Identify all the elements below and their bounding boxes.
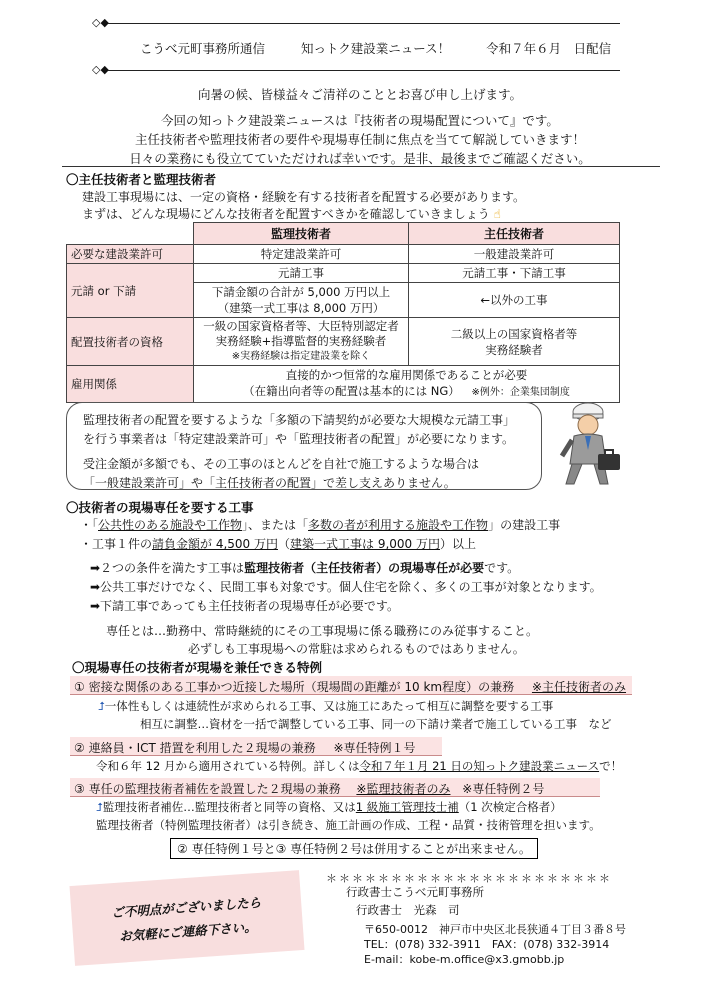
- exception-detail: [98, 698, 553, 714]
- arrow-item: ➡下請工事であっても主任技術者の現場専任が必要です。: [90, 599, 399, 613]
- cell-text: （在籍出向者等の配置は基本的には NG）: [243, 384, 460, 398]
- text: ・「: [80, 518, 99, 532]
- section-title: 〇技術者の現場専任を要する工事: [66, 500, 254, 515]
- callout-box: [66, 402, 542, 490]
- exception-detail: [96, 758, 622, 774]
- text: ・工事１件の: [80, 537, 153, 551]
- intro: [40, 111, 680, 168]
- cell: 特定建設業許可: [194, 245, 409, 264]
- underlined-text: 建築一式工事は 9,000 万円: [290, 537, 440, 551]
- callout-line: 受注金額が多額でも、その工事のほとんどを自社で施工するような場合は: [83, 457, 480, 471]
- phone-fax: TEL：(078) 332-3911 FAX：(078) 332-3914: [364, 938, 610, 951]
- text: ➡２つの条件を満たす工事は: [90, 561, 245, 575]
- underlined-text: 1 級施工管理技士補: [355, 800, 459, 814]
- cell-line: 実務経験+指導監督的実務経験者: [215, 334, 387, 348]
- condition-line: [80, 535, 476, 552]
- row-label-employment: 雇用関係: [67, 366, 194, 403]
- exception-tag: ※専任特例１号: [333, 741, 416, 755]
- cell-line: 下請金額の合計が 5,000 万円以上: [211, 285, 391, 299]
- text: 」の建設工事: [488, 518, 561, 532]
- header-line: [140, 39, 620, 57]
- underlined-text: 請負金額が 4,500 万円: [152, 537, 278, 551]
- contact-message: [71, 888, 304, 952]
- callout-line: 監理技術者の配置を要するような「多額の下請契約が必要な大規模な元請工事」: [83, 413, 516, 427]
- divider: [62, 166, 660, 167]
- text: で！: [599, 759, 623, 773]
- cell: [194, 366, 620, 403]
- exception-3: [74, 780, 544, 797]
- return-arrow-icon: ⮥: [98, 699, 105, 713]
- header-rule-top: [108, 23, 620, 24]
- newsletter-name: 知っトク建設業ニュース！: [300, 41, 451, 56]
- cell-line: 直接的かつ恒常的な雇用関係であることが必要: [285, 368, 528, 382]
- cell-note: ※例外：企業集団制度: [471, 387, 570, 398]
- worker-illustration: [548, 398, 628, 490]
- exception-detail: 監理技術者（特例監理技術者）は引き続き、施工計画の作成、工程・品質・技術管理を担います。: [96, 818, 601, 832]
- address: 〒650-0012 神戸市中央区北長狭通４丁目３番８号: [364, 923, 626, 936]
- contact-line: ご不明点がございましたら: [110, 894, 262, 921]
- intro-line: 今回の知っトク建設業ニュースは『技術者の現場配置について』です。: [161, 113, 559, 128]
- definition-line: 必ずしも工事現場への常駐は求められるものではありません。: [188, 642, 525, 656]
- contact-line: お気軽にご連絡下さい。: [118, 919, 258, 944]
- exception-1: [74, 678, 626, 695]
- row-label-qualification: 配置技術者の資格: [67, 318, 194, 366]
- section-title: 〇主任技術者と監理技術者: [66, 172, 217, 187]
- section1-line2: [82, 205, 501, 222]
- office-name: 行政書士こうべ元町事務所: [346, 885, 484, 899]
- cell-line: 実務経験者: [485, 342, 543, 357]
- combination-note: ② 専任特例１号と③ 専任特例２号は併用することが出来ません。: [170, 838, 538, 859]
- issue-date: 令和７年６月 日配信: [486, 41, 612, 56]
- col-supervising: 監理技術者: [194, 223, 409, 245]
- underlined-text: 公共性のある施設や工作物: [98, 518, 243, 532]
- office-name: こうべ元町事務所通信: [140, 41, 266, 56]
- text: 監理技術者補佐…監理技術者と同等の資格、又は: [102, 800, 356, 814]
- intro-line: 日々の業務にも役立てていただければ幸いです。是非、最後までご確認ください。: [129, 151, 591, 166]
- cell: [194, 318, 409, 366]
- text: 一体性もしくは連続性が求められる工事、又は施工にあたって相互に調整を要する工事: [104, 699, 554, 713]
- person-name: 行政書士 光森 司: [356, 903, 460, 917]
- table-corner: [67, 223, 194, 245]
- callout-text: [83, 411, 515, 493]
- intro-line: 主任技術者や監理技術者の要件や現場専任制に焦点を当てて解説していきます！: [134, 132, 585, 147]
- stars-divider: ＊＊＊＊＊＊＊＊＊＊＊＊＊＊＊＊＊＊＊＊＊＊: [326, 872, 612, 885]
- text: 令和６年 12 月から適用されている特例。詳しくは: [96, 759, 360, 773]
- condition-line: [80, 516, 560, 533]
- text: （1 次検定合格者）: [458, 800, 562, 814]
- greeting: 向暑の候、皆様益々ご清祥のこととお喜び申し上げます。: [197, 87, 522, 102]
- section1-line1: 建設工事現場には、一定の資格・経験を有する技術者を配置する必要があります。: [82, 190, 526, 204]
- technician-table: [66, 222, 620, 403]
- exception-tag: ※主任技術者のみ: [531, 680, 627, 694]
- cell: 一般建設業許可: [409, 245, 620, 264]
- definition-line: 専任とは…勤務中、常時継続的にその工事現場に係る職務にのみ従事すること。: [106, 624, 539, 638]
- arrow-list: [90, 559, 602, 616]
- callout-line: を行う事業者は「特定建設業許可」や「監理技術者の配置」が必要になります。: [83, 432, 515, 446]
- col-chief: 主任技術者: [409, 223, 620, 245]
- exception-detail: 相互に調整…資材を一括で調整している工事、同一の下請け業者で施工している工事 など: [140, 717, 612, 731]
- exception-title: ② 連絡員・ICT 措置を利用した２現場の兼務: [74, 741, 316, 755]
- diamond-icon: ◇◆: [92, 63, 109, 76]
- text: です。: [484, 561, 520, 575]
- exception-2: [74, 739, 416, 756]
- exception-title: ① 密接な関係のある工事かつ近接した場所（現場間の距離が 10 km程度）の兼務: [74, 680, 515, 694]
- cell-line: （建築一式工事は 8,000 万円）: [217, 301, 385, 315]
- exception-title: ③ 専任の監理技術者補佐を設置した２現場の兼務: [74, 782, 341, 796]
- header-rule-bottom: [108, 70, 620, 71]
- underlined-text: 令和７年１月 21 日の知っトク建設業ニュース: [359, 759, 600, 773]
- diamond-icon: ◇◆: [92, 16, 109, 29]
- arrow-item: ➡公共工事だけでなく、民間工事も対象です。個人住宅を除く、多くの工事が対象となります。: [90, 580, 602, 594]
- cell: ←以外の工事: [409, 283, 620, 318]
- return-arrow-icon: ⮥: [96, 800, 103, 814]
- cell: [194, 283, 409, 318]
- cell-line: 一級の国家資格者等、大臣特別認定者: [203, 319, 399, 333]
- exception-detail: [96, 799, 562, 815]
- exception-tag: ※専任特例２号: [462, 782, 545, 796]
- arrow-item: [90, 559, 602, 578]
- callout-line: 「一般建設業許可」や「主任技術者の配置」で差し支えありません。: [83, 476, 456, 490]
- section-title: 〇現場専任の技術者が現場を兼任できる特例: [72, 660, 323, 675]
- row-label-contract: 元請 or 下請: [67, 264, 194, 318]
- cell: 元請工事・下請工事: [409, 264, 620, 283]
- bold-text: 監理技術者（主任技術者）の現場専任が必要: [244, 561, 485, 575]
- exception-tag: ※監理技術者のみ: [356, 782, 451, 796]
- cell-note: ※実務経験は指定建設業を除く: [231, 351, 371, 362]
- cell-line: 二級以上の国家資格者等: [450, 326, 578, 341]
- underlined-text: 多数の者が利用する施設や工作物: [308, 518, 489, 532]
- text: （: [278, 537, 291, 551]
- text: ）以上: [440, 537, 477, 551]
- cell: 元請工事: [194, 264, 409, 283]
- row-label-license: 必要な建設業許可: [67, 245, 194, 264]
- cell: [409, 318, 620, 366]
- pointing-hand-icon: ☝: [493, 207, 501, 221]
- text: 」、または「: [242, 518, 309, 532]
- contact-stamp: [69, 870, 304, 966]
- email: E-mail：kobe-m.office@x3.gmobb.jp: [364, 953, 565, 966]
- section1-line2-text: まずは、どんな現場にどんな技術者を配置すべきかを確認していきましょう: [82, 207, 490, 221]
